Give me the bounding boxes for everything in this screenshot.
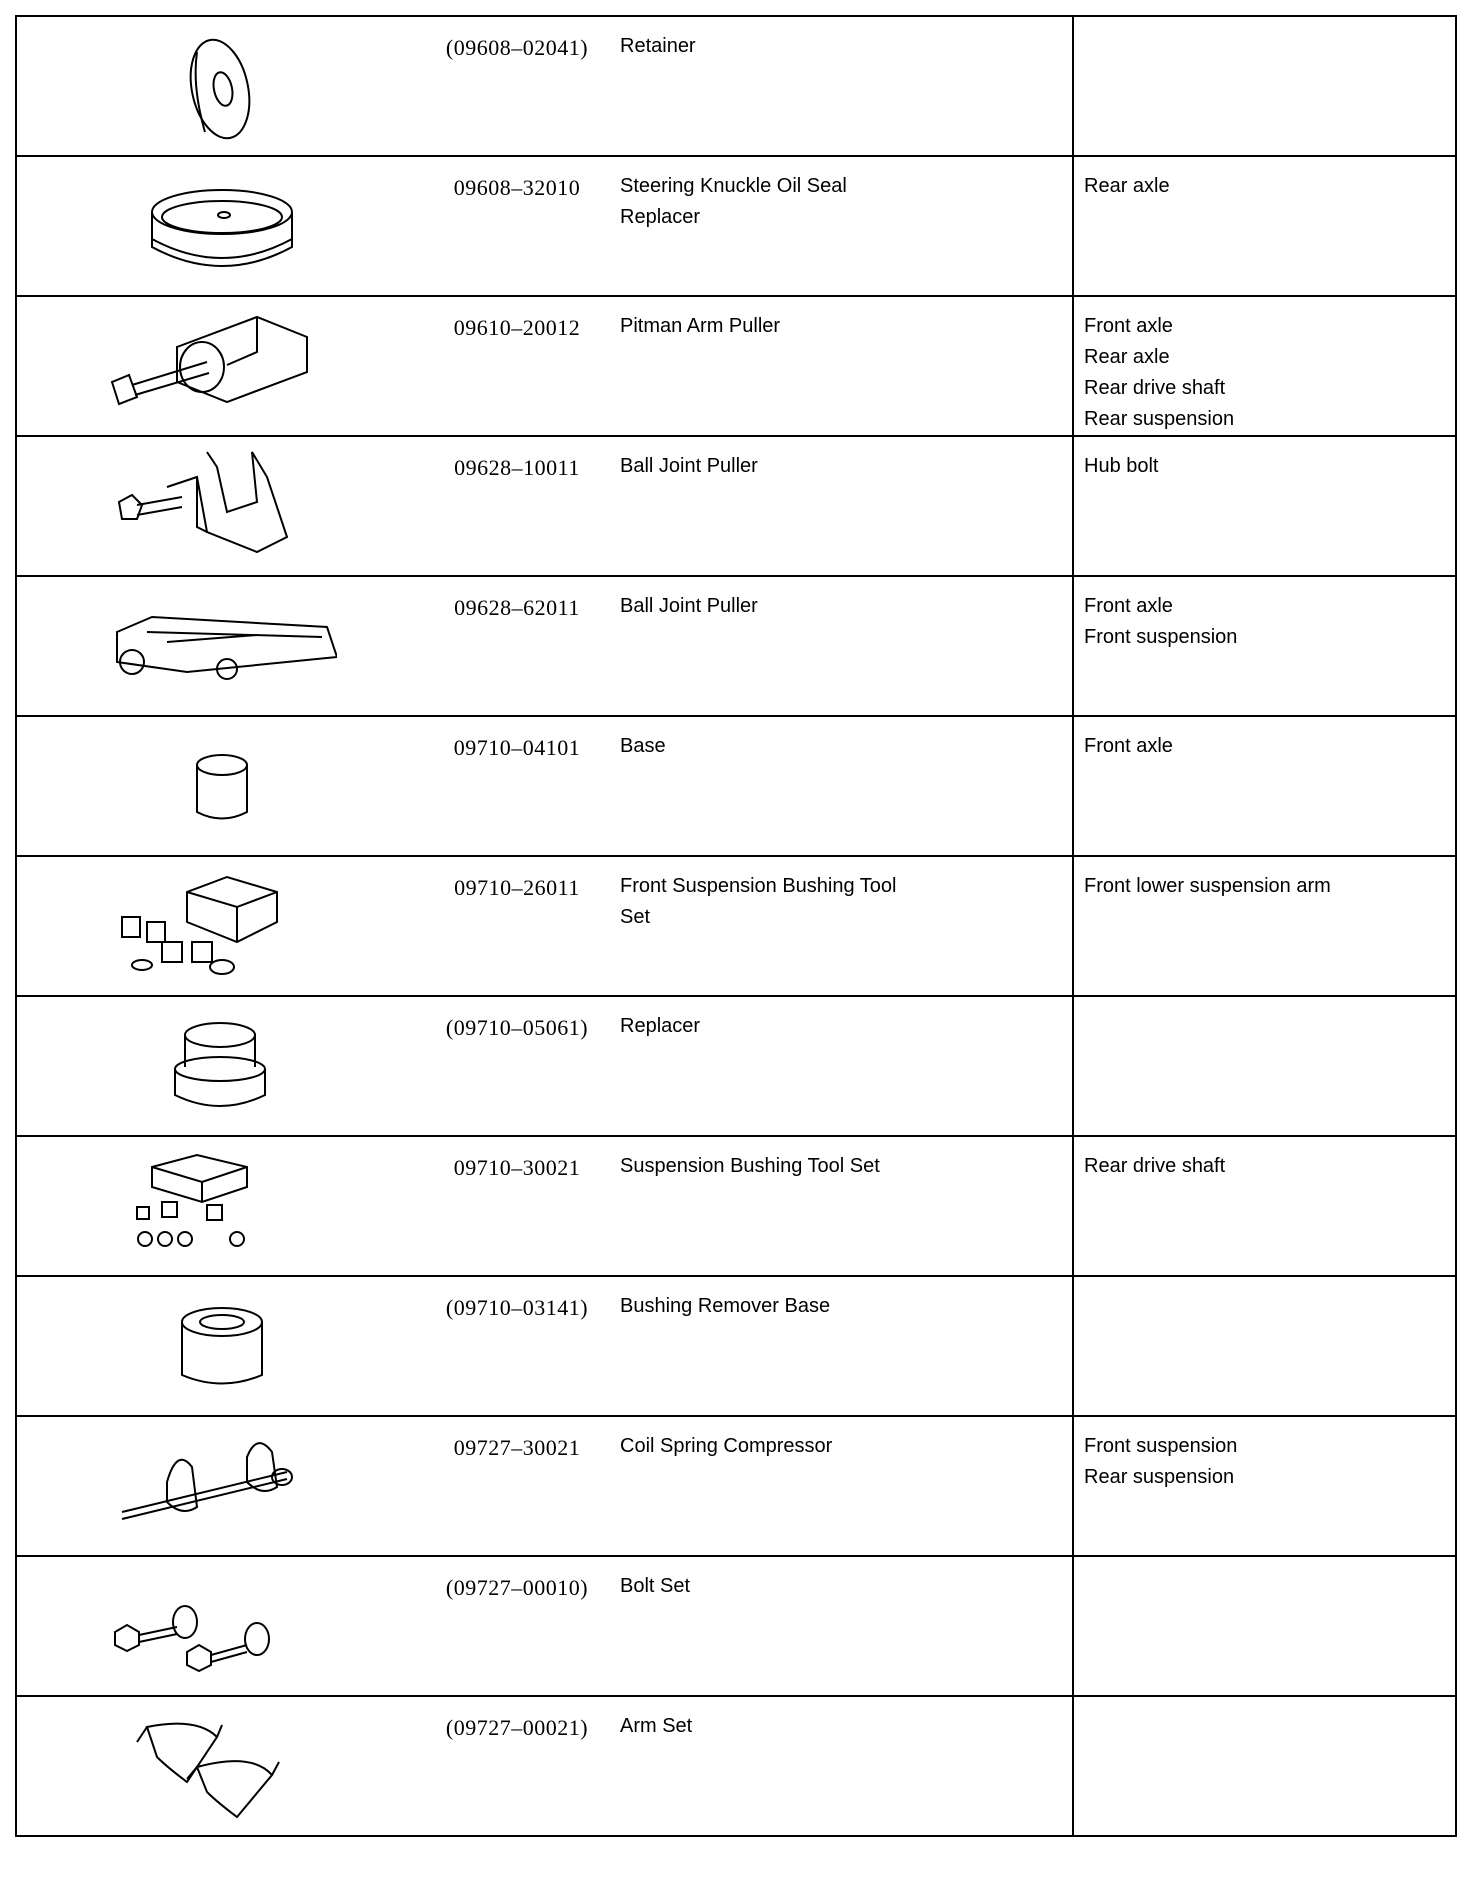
ball-joint-puller-illustration	[107, 447, 337, 567]
usage-list	[1074, 297, 1455, 435]
usage-list	[1074, 1697, 1455, 1711]
arm-set-illustration	[107, 1707, 337, 1827]
part-number: (09727–00021)	[445, 1715, 589, 1740]
part-number: 09628–62011	[454, 595, 580, 620]
usage-list	[1074, 577, 1455, 653]
bushing-tool-set-illustration	[107, 867, 337, 987]
table-row	[16, 716, 1456, 856]
tool-name: Replacer	[620, 1015, 701, 1037]
table-row	[16, 1136, 1456, 1276]
replacer-illustration	[107, 1007, 337, 1127]
usage-item: Front axle	[1084, 315, 1173, 337]
part-number: (09727–00010)	[445, 1575, 589, 1600]
usage-list	[1074, 437, 1455, 482]
coil-spring-compressor-illustration	[107, 1427, 337, 1547]
part-number: 09608–32010	[453, 175, 581, 200]
usage-item: Hub bolt	[1084, 455, 1159, 477]
usage-item: Rear axle	[1084, 346, 1170, 368]
usage-item: Front suspension	[1084, 626, 1238, 648]
part-number: (09710–03141)	[445, 1295, 589, 1320]
tool-name: Bolt Set	[620, 1575, 691, 1597]
usage-list	[1074, 1277, 1455, 1291]
usage-list	[1074, 17, 1455, 31]
usage-item: Rear drive shaft	[1084, 377, 1226, 399]
table-row	[16, 1556, 1456, 1696]
bushing-tool-set-illustration	[107, 1147, 337, 1267]
bushing-remover-base-illustration	[107, 1287, 337, 1407]
part-number: 09710–26011	[454, 875, 580, 900]
retainer-illustration	[107, 27, 337, 147]
tool-name: Steering Knuckle Oil Seal Replacer	[620, 175, 847, 228]
tool-name: Front Suspension Bushing Tool Set	[620, 875, 897, 928]
part-number: 09610–20012	[453, 315, 581, 340]
part-number: 09710–30021	[453, 1155, 581, 1180]
usage-list	[1074, 717, 1455, 762]
tool-name: Base	[620, 735, 666, 757]
tool-name: Ball Joint Puller	[620, 595, 758, 617]
table-row	[16, 16, 1456, 156]
usage-item: Rear suspension	[1084, 1466, 1235, 1488]
part-number: 09710–04101	[453, 735, 581, 760]
part-number: 09727–30021	[453, 1435, 581, 1460]
ball-joint-puller-illustration	[107, 587, 337, 707]
tool-name: Coil Spring Compressor	[620, 1435, 833, 1457]
usage-item: Rear drive shaft	[1084, 1155, 1226, 1177]
usage-item: Front suspension	[1084, 1435, 1238, 1457]
table-row	[16, 576, 1456, 716]
table-row	[16, 856, 1456, 996]
table-row	[16, 996, 1456, 1136]
usage-item: Front axle	[1084, 735, 1173, 757]
tool-name: Pitman Arm Puller	[620, 315, 781, 337]
table-row	[16, 156, 1456, 296]
tool-name: Bushing Remover Base	[620, 1295, 831, 1317]
table-row	[16, 1416, 1456, 1556]
table-row	[16, 436, 1456, 576]
table-row	[16, 1696, 1456, 1836]
part-number: 09628–10011	[454, 455, 580, 480]
usage-list	[1074, 857, 1455, 902]
usage-list	[1074, 1137, 1455, 1182]
oil-seal-replacer-illustration	[107, 167, 337, 287]
tool-name: Suspension Bushing Tool Set	[620, 1155, 880, 1177]
usage-list	[1074, 157, 1455, 202]
usage-item: Front lower suspension arm	[1084, 875, 1331, 897]
table-row	[16, 1276, 1456, 1416]
usage-item: Front axle	[1084, 595, 1173, 617]
usage-item: Rear axle	[1084, 175, 1170, 197]
special-service-tools-table	[15, 15, 1457, 1837]
bolt-set-illustration	[107, 1567, 337, 1687]
tool-name: Arm Set	[620, 1715, 693, 1737]
base-illustration	[107, 727, 337, 847]
usage-list	[1074, 997, 1455, 1011]
tool-name: Retainer	[620, 35, 696, 57]
pitman-arm-puller-illustration	[107, 307, 337, 427]
table-row	[16, 296, 1456, 436]
part-number: (09710–05061)	[445, 1015, 589, 1040]
tool-name: Ball Joint Puller	[620, 455, 758, 477]
usage-item: Rear suspension	[1084, 408, 1235, 430]
usage-list	[1074, 1417, 1455, 1493]
part-number: (09608–02041)	[445, 35, 589, 60]
usage-list	[1074, 1557, 1455, 1571]
